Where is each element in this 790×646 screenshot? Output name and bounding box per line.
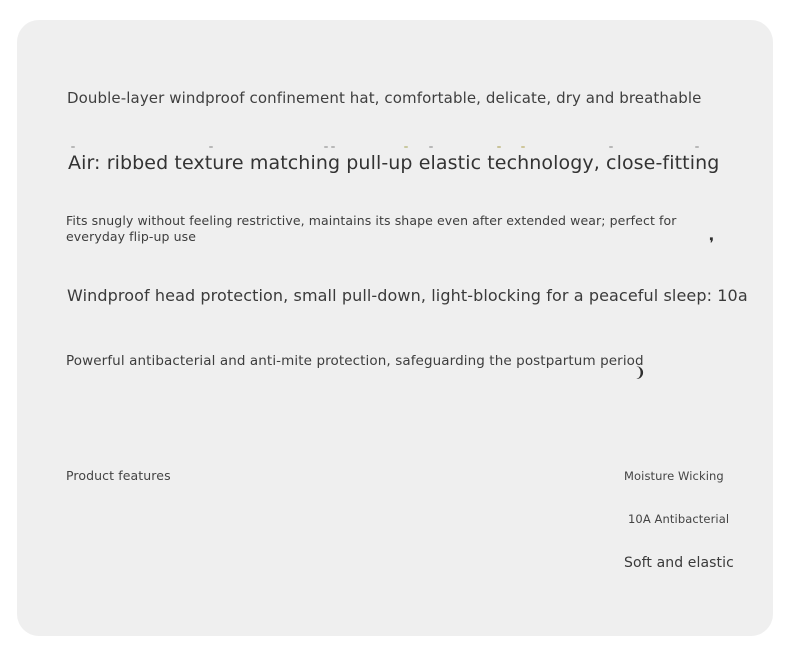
decorative-dots bbox=[69, 146, 699, 149]
quote-mark-icon: ❜ bbox=[709, 234, 715, 253]
feature-item-soft-elastic: Soft and elastic bbox=[624, 555, 734, 571]
headline-text: Double-layer windproof confinement hat, comfortable, delicate, dry and breathable bbox=[67, 89, 702, 107]
feature-item-antibacterial: 10A Antibacterial bbox=[628, 512, 730, 526]
antibacterial-line: Powerful antibacterial and anti-mite protection, safeguarding the postpartum period bbox=[66, 353, 644, 369]
air-feature-line: Air: ribbed texture matching pull-up elastic technology, close-fitting bbox=[68, 152, 720, 174]
quote-mark-icon: ❩ bbox=[634, 365, 646, 381]
product-features-label: Product features bbox=[66, 468, 171, 483]
fit-description: Fits snugly without feeling restrictive, maintains its shape even after extended wear; perfect for everyday flip-up use bbox=[66, 213, 677, 244]
feature-item-moisture-wicking: Moisture Wicking bbox=[624, 469, 724, 483]
windproof-line: Windproof head protection, small pull-down, light-blocking for a peaceful sleep: 10a bbox=[67, 286, 748, 305]
product-card bbox=[17, 20, 773, 636]
